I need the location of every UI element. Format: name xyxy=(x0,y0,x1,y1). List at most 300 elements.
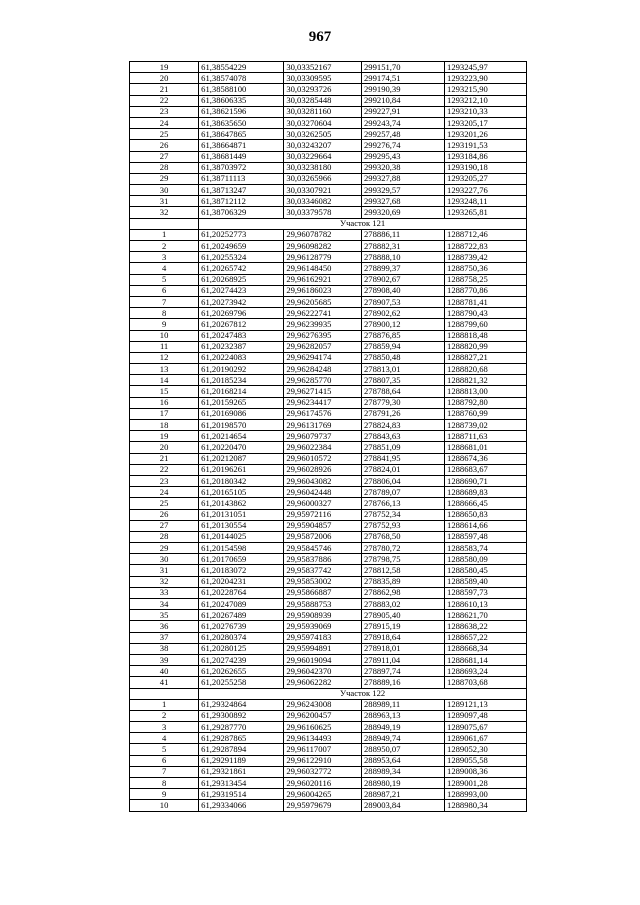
latitude-cell: 61,20280374 xyxy=(199,632,284,643)
coord-y-cell: 1288650,83 xyxy=(445,509,527,520)
longitude-cell: 30,03293726 xyxy=(284,84,362,95)
longitude-cell: 30,03229664 xyxy=(284,151,362,162)
latitude-cell: 61,20255324 xyxy=(199,252,284,263)
point-number-cell: 3 xyxy=(130,252,199,263)
coord-x-cell: 278835,89 xyxy=(362,576,445,587)
point-number-cell: 7 xyxy=(130,296,199,307)
table-row xyxy=(130,498,527,509)
coord-x-cell: 278911,04 xyxy=(362,654,445,665)
coord-x-cell: 278905,40 xyxy=(362,610,445,621)
latitude-cell: 61,20170659 xyxy=(199,554,284,565)
table-row xyxy=(130,375,527,386)
longitude-cell: 29,96186023 xyxy=(284,285,362,296)
coord-x-cell: 299327,88 xyxy=(362,173,445,184)
coord-x-cell: 278768,50 xyxy=(362,531,445,542)
latitude-cell: 61,20154598 xyxy=(199,543,284,554)
point-number-cell: 29 xyxy=(130,173,199,184)
point-number-cell: 24 xyxy=(130,117,199,128)
latitude-cell: 61,38606335 xyxy=(199,95,284,106)
point-number-cell: 3 xyxy=(130,722,199,733)
table-row xyxy=(130,129,527,140)
coord-x-cell: 288950,07 xyxy=(362,744,445,755)
table-row xyxy=(130,420,527,431)
point-number-cell: 19 xyxy=(130,62,199,73)
latitude-cell: 61,20247483 xyxy=(199,330,284,341)
point-number-cell: 20 xyxy=(130,442,199,453)
table-row xyxy=(130,643,527,654)
point-number-cell: 20 xyxy=(130,73,199,84)
latitude-cell: 61,38574078 xyxy=(199,73,284,84)
coord-y-cell: 1288821,32 xyxy=(445,375,527,386)
point-number-cell: 27 xyxy=(130,151,199,162)
point-number-cell: 13 xyxy=(130,364,199,375)
longitude-cell: 29,96285770 xyxy=(284,375,362,386)
point-number-cell: 25 xyxy=(130,498,199,509)
longitude-cell: 29,96174576 xyxy=(284,408,362,419)
longitude-cell: 29,96222741 xyxy=(284,308,362,319)
table-row xyxy=(130,341,527,352)
coord-x-cell: 278908,40 xyxy=(362,285,445,296)
coord-y-cell: 1288820,68 xyxy=(445,364,527,375)
table-row xyxy=(130,722,527,733)
table-row xyxy=(130,431,527,442)
coord-x-cell: 278897,74 xyxy=(362,666,445,677)
longitude-cell: 29,96032772 xyxy=(284,766,362,777)
longitude-cell: 30,03270604 xyxy=(284,117,362,128)
coord-x-cell: 278850,48 xyxy=(362,352,445,363)
coord-y-cell: 1289121,13 xyxy=(445,699,527,710)
table-row xyxy=(130,610,527,621)
longitude-cell: 30,03309595 xyxy=(284,73,362,84)
longitude-cell: 29,95888753 xyxy=(284,599,362,610)
coord-y-cell: 1288739,02 xyxy=(445,420,527,431)
latitude-cell: 61,29334066 xyxy=(199,800,284,811)
coord-x-cell: 299295,43 xyxy=(362,151,445,162)
latitude-cell: 61,38635650 xyxy=(199,117,284,128)
coord-x-cell: 288980,19 xyxy=(362,778,445,789)
coord-x-cell: 278888,10 xyxy=(362,252,445,263)
table-row xyxy=(130,442,527,453)
point-number-cell: 26 xyxy=(130,509,199,520)
point-number-cell: 16 xyxy=(130,397,199,408)
longitude-cell: 29,96284248 xyxy=(284,364,362,375)
latitude-cell: 61,38647865 xyxy=(199,129,284,140)
coord-x-cell: 278779,30 xyxy=(362,397,445,408)
coord-y-cell: 1293223,90 xyxy=(445,73,527,84)
latitude-cell: 61,38703972 xyxy=(199,162,284,173)
point-number-cell: 8 xyxy=(130,778,199,789)
coord-y-cell: 1293248,11 xyxy=(445,196,527,207)
coord-y-cell: 1288799,60 xyxy=(445,319,527,330)
longitude-cell: 29,96294174 xyxy=(284,352,362,363)
longitude-cell: 29,95904857 xyxy=(284,520,362,531)
coord-y-cell: 1288597,73 xyxy=(445,587,527,598)
coord-y-cell: 1293215,90 xyxy=(445,84,527,95)
coord-y-cell: 1288580,09 xyxy=(445,554,527,565)
coord-x-cell: 278915,19 xyxy=(362,621,445,632)
latitude-cell: 61,29324864 xyxy=(199,699,284,710)
latitude-cell: 61,20273942 xyxy=(199,296,284,307)
longitude-cell: 29,95853002 xyxy=(284,576,362,587)
coord-y-cell: 1288610,13 xyxy=(445,599,527,610)
coord-y-cell: 1289008,36 xyxy=(445,766,527,777)
latitude-cell: 61,20268925 xyxy=(199,274,284,285)
coord-y-cell: 1288980,34 xyxy=(445,800,527,811)
table-row xyxy=(130,677,527,688)
latitude-cell: 61,20252773 xyxy=(199,229,284,240)
longitude-cell: 29,95972116 xyxy=(284,509,362,520)
point-number-cell: 8 xyxy=(130,308,199,319)
point-number-cell: 9 xyxy=(130,789,199,800)
table-row xyxy=(130,308,527,319)
point-number-cell: 33 xyxy=(130,587,199,598)
longitude-cell: 29,96200457 xyxy=(284,710,362,721)
latitude-cell: 61,20144025 xyxy=(199,531,284,542)
longitude-cell: 29,95974183 xyxy=(284,632,362,643)
coord-x-cell: 278812,58 xyxy=(362,565,445,576)
table-row xyxy=(130,196,527,207)
coord-y-cell: 1288668,34 xyxy=(445,643,527,654)
point-number-cell: 25 xyxy=(130,129,199,140)
coord-x-cell: 278789,07 xyxy=(362,487,445,498)
latitude-cell: 61,20269796 xyxy=(199,308,284,319)
longitude-cell: 29,95872006 xyxy=(284,531,362,542)
table-row xyxy=(130,475,527,486)
point-number-cell: 36 xyxy=(130,621,199,632)
latitude-cell: 61,20168214 xyxy=(199,386,284,397)
longitude-cell: 29,96062282 xyxy=(284,677,362,688)
coord-x-cell: 299210,84 xyxy=(362,95,445,106)
table-row xyxy=(130,599,527,610)
table-row xyxy=(130,285,527,296)
coord-x-cell: 289003,84 xyxy=(362,800,445,811)
point-number-cell: 2 xyxy=(130,710,199,721)
page-number: 967 xyxy=(308,29,332,45)
coord-y-cell: 1293227,76 xyxy=(445,185,527,196)
table-row xyxy=(130,666,527,677)
coord-y-cell: 1293210,33 xyxy=(445,106,527,117)
point-number-cell: 32 xyxy=(130,207,199,218)
latitude-cell: 61,38712112 xyxy=(199,196,284,207)
table-row xyxy=(130,531,527,542)
longitude-cell: 30,03285448 xyxy=(284,95,362,106)
longitude-cell: 29,96282057 xyxy=(284,341,362,352)
longitude-cell: 29,96019094 xyxy=(284,654,362,665)
latitude-cell: 61,20274239 xyxy=(199,654,284,665)
point-number-cell: 5 xyxy=(130,274,199,285)
longitude-cell: 29,95845746 xyxy=(284,543,362,554)
section-header-spacer xyxy=(130,218,199,229)
coord-y-cell: 1288792,80 xyxy=(445,397,527,408)
table-row xyxy=(130,330,527,341)
coord-x-cell: 299174,51 xyxy=(362,73,445,84)
coord-x-cell: 278813,01 xyxy=(362,364,445,375)
table-row xyxy=(130,755,527,766)
coord-y-cell: 1288711,63 xyxy=(445,431,527,442)
latitude-cell: 61,29287865 xyxy=(199,733,284,744)
coord-y-cell: 1288614,66 xyxy=(445,520,527,531)
table-row xyxy=(130,185,527,196)
latitude-cell: 61,20262655 xyxy=(199,666,284,677)
coord-x-cell: 278824,83 xyxy=(362,420,445,431)
point-number-cell: 38 xyxy=(130,643,199,654)
point-number-cell: 6 xyxy=(130,285,199,296)
coord-x-cell: 299320,38 xyxy=(362,162,445,173)
table-row xyxy=(130,565,527,576)
table-row xyxy=(130,397,527,408)
latitude-cell: 61,20276739 xyxy=(199,621,284,632)
table-row xyxy=(130,733,527,744)
longitude-cell: 29,96271415 xyxy=(284,386,362,397)
coord-x-cell: 299327,68 xyxy=(362,196,445,207)
section-title: Участок 121 xyxy=(199,218,527,229)
longitude-cell: 29,96042370 xyxy=(284,666,362,677)
coord-x-cell: 278841,95 xyxy=(362,453,445,464)
table-row xyxy=(130,151,527,162)
coord-y-cell: 1293245,97 xyxy=(445,62,527,73)
point-number-cell: 7 xyxy=(130,766,199,777)
coord-y-cell: 1289055,58 xyxy=(445,755,527,766)
table-row xyxy=(130,352,527,363)
point-number-cell: 1 xyxy=(130,229,199,240)
point-number-cell: 21 xyxy=(130,84,199,95)
coord-y-cell: 1288820,99 xyxy=(445,341,527,352)
latitude-cell: 61,20249659 xyxy=(199,241,284,252)
coord-x-cell: 278824,01 xyxy=(362,464,445,475)
latitude-cell: 61,29287770 xyxy=(199,722,284,733)
longitude-cell: 30,03238180 xyxy=(284,162,362,173)
coord-y-cell: 1293212,10 xyxy=(445,95,527,106)
coord-y-cell: 1293190,18 xyxy=(445,162,527,173)
coord-x-cell: 278902,62 xyxy=(362,308,445,319)
coord-x-cell: 288953,64 xyxy=(362,755,445,766)
point-number-cell: 1 xyxy=(130,699,199,710)
latitude-cell: 61,38664871 xyxy=(199,140,284,151)
coord-y-cell: 1288621,70 xyxy=(445,610,527,621)
point-number-cell: 30 xyxy=(130,554,199,565)
point-number-cell: 21 xyxy=(130,453,199,464)
table-row xyxy=(130,140,527,151)
table-row xyxy=(130,106,527,117)
table-row xyxy=(130,229,527,240)
latitude-cell: 61,20255258 xyxy=(199,677,284,688)
latitude-cell: 61,20212087 xyxy=(199,453,284,464)
longitude-cell: 29,96276395 xyxy=(284,330,362,341)
coord-y-cell: 1288739,42 xyxy=(445,252,527,263)
coord-x-cell: 278918,01 xyxy=(362,643,445,654)
table-row xyxy=(130,632,527,643)
table-row xyxy=(130,117,527,128)
latitude-cell: 61,20214654 xyxy=(199,431,284,442)
point-number-cell: 24 xyxy=(130,487,199,498)
section-header-spacer xyxy=(130,688,199,699)
table-row xyxy=(130,487,527,498)
latitude-cell: 61,20130554 xyxy=(199,520,284,531)
longitude-cell: 29,95979679 xyxy=(284,800,362,811)
point-number-cell: 11 xyxy=(130,341,199,352)
coord-y-cell: 1288638,22 xyxy=(445,621,527,632)
table-row xyxy=(130,554,527,565)
coord-x-cell: 278859,94 xyxy=(362,341,445,352)
coord-y-cell: 1293201,26 xyxy=(445,129,527,140)
section-header-row xyxy=(130,218,527,229)
latitude-cell: 61,20247089 xyxy=(199,599,284,610)
coord-x-cell: 288949,19 xyxy=(362,722,445,733)
coord-y-cell: 1288750,36 xyxy=(445,263,527,274)
point-number-cell: 4 xyxy=(130,733,199,744)
coord-x-cell: 278791,26 xyxy=(362,408,445,419)
point-number-cell: 15 xyxy=(130,386,199,397)
table-row xyxy=(130,62,527,73)
point-number-cell: 29 xyxy=(130,543,199,554)
coord-x-cell: 299227,91 xyxy=(362,106,445,117)
table-row xyxy=(130,654,527,665)
longitude-cell: 29,95837886 xyxy=(284,554,362,565)
point-number-cell: 26 xyxy=(130,140,199,151)
longitude-cell: 29,96205685 xyxy=(284,296,362,307)
longitude-cell: 29,96078782 xyxy=(284,229,362,240)
longitude-cell: 30,03379578 xyxy=(284,207,362,218)
longitude-cell: 29,96098282 xyxy=(284,241,362,252)
table-row xyxy=(130,576,527,587)
coord-y-cell: 1289001,28 xyxy=(445,778,527,789)
longitude-cell: 29,96134493 xyxy=(284,733,362,744)
coord-y-cell: 1288666,45 xyxy=(445,498,527,509)
latitude-cell: 61,29313454 xyxy=(199,778,284,789)
coord-y-cell: 1288758,25 xyxy=(445,274,527,285)
table-row xyxy=(130,386,527,397)
coord-y-cell: 1288674,36 xyxy=(445,453,527,464)
latitude-cell: 61,29300892 xyxy=(199,710,284,721)
table-row xyxy=(130,587,527,598)
latitude-cell: 61,20224083 xyxy=(199,352,284,363)
latitude-cell: 61,38621596 xyxy=(199,106,284,117)
latitude-cell: 61,38711113 xyxy=(199,173,284,184)
point-number-cell: 28 xyxy=(130,162,199,173)
coord-x-cell: 288989,34 xyxy=(362,766,445,777)
latitude-cell: 61,20267489 xyxy=(199,610,284,621)
longitude-cell: 29,96160625 xyxy=(284,722,362,733)
table-row xyxy=(130,699,527,710)
longitude-cell: 29,96079737 xyxy=(284,431,362,442)
latitude-cell: 61,20198570 xyxy=(199,420,284,431)
point-number-cell: 31 xyxy=(130,565,199,576)
point-number-cell: 39 xyxy=(130,654,199,665)
longitude-cell: 29,96020116 xyxy=(284,778,362,789)
table-row xyxy=(130,263,527,274)
coord-x-cell: 278788,64 xyxy=(362,386,445,397)
table-row xyxy=(130,319,527,330)
table-row xyxy=(130,84,527,95)
longitude-cell: 29,96022384 xyxy=(284,442,362,453)
coordinates-table-body xyxy=(130,62,527,812)
longitude-cell: 30,03243207 xyxy=(284,140,362,151)
coord-y-cell: 1289052,30 xyxy=(445,744,527,755)
table-row xyxy=(130,162,527,173)
coord-x-cell: 278766,13 xyxy=(362,498,445,509)
coord-y-cell: 1289075,67 xyxy=(445,722,527,733)
longitude-cell: 29,96043082 xyxy=(284,475,362,486)
table-row xyxy=(130,621,527,632)
table-row xyxy=(130,766,527,777)
point-number-cell: 6 xyxy=(130,755,199,766)
latitude-cell: 61,20220470 xyxy=(199,442,284,453)
longitude-cell: 29,95939069 xyxy=(284,621,362,632)
latitude-cell: 61,38588100 xyxy=(199,84,284,95)
coordinates-table xyxy=(129,61,527,812)
point-number-cell: 19 xyxy=(130,431,199,442)
point-number-cell: 34 xyxy=(130,599,199,610)
longitude-cell: 29,95908939 xyxy=(284,610,362,621)
point-number-cell: 23 xyxy=(130,475,199,486)
coord-x-cell: 278886,11 xyxy=(362,229,445,240)
table-row xyxy=(130,710,527,721)
point-number-cell: 22 xyxy=(130,464,199,475)
latitude-cell: 61,20265742 xyxy=(199,263,284,274)
longitude-cell: 29,96239935 xyxy=(284,319,362,330)
table-row xyxy=(130,453,527,464)
coord-x-cell: 278882,31 xyxy=(362,241,445,252)
coord-y-cell: 1289061,67 xyxy=(445,733,527,744)
latitude-cell: 61,20232387 xyxy=(199,341,284,352)
table-row xyxy=(130,744,527,755)
table-row xyxy=(130,520,527,531)
coord-y-cell: 1288683,67 xyxy=(445,464,527,475)
latitude-cell: 61,20196261 xyxy=(199,464,284,475)
coord-x-cell: 278900,12 xyxy=(362,319,445,330)
coord-y-cell: 1288827,21 xyxy=(445,352,527,363)
table-row xyxy=(130,274,527,285)
longitude-cell: 29,96004265 xyxy=(284,789,362,800)
coord-y-cell: 1288781,41 xyxy=(445,296,527,307)
point-number-cell: 37 xyxy=(130,632,199,643)
point-number-cell: 23 xyxy=(130,106,199,117)
point-number-cell: 10 xyxy=(130,330,199,341)
latitude-cell: 61,20180342 xyxy=(199,475,284,486)
coord-x-cell: 299243,74 xyxy=(362,117,445,128)
point-number-cell: 18 xyxy=(130,420,199,431)
coord-y-cell: 1288589,40 xyxy=(445,576,527,587)
longitude-cell: 30,03265966 xyxy=(284,173,362,184)
coord-x-cell: 278752,93 xyxy=(362,520,445,531)
point-number-cell: 31 xyxy=(130,196,199,207)
point-number-cell: 40 xyxy=(130,666,199,677)
longitude-cell: 29,96162921 xyxy=(284,274,362,285)
latitude-cell: 61,38706329 xyxy=(199,207,284,218)
point-number-cell: 10 xyxy=(130,800,199,811)
latitude-cell: 61,20228764 xyxy=(199,587,284,598)
coord-x-cell: 278780,72 xyxy=(362,543,445,554)
section-header-row xyxy=(130,688,527,699)
coord-x-cell: 299276,74 xyxy=(362,140,445,151)
latitude-cell: 61,20280125 xyxy=(199,643,284,654)
longitude-cell: 29,96234417 xyxy=(284,397,362,408)
section-title: Участок 122 xyxy=(199,688,527,699)
table-row xyxy=(130,252,527,263)
coord-y-cell: 1288760,99 xyxy=(445,408,527,419)
coord-y-cell: 1288583,74 xyxy=(445,543,527,554)
coord-y-cell: 1288712,46 xyxy=(445,229,527,240)
coord-x-cell: 278798,75 xyxy=(362,554,445,565)
coord-x-cell: 278862,98 xyxy=(362,587,445,598)
coord-x-cell: 288987,21 xyxy=(362,789,445,800)
point-number-cell: 5 xyxy=(130,744,199,755)
table-row xyxy=(130,173,527,184)
latitude-cell: 61,20165105 xyxy=(199,487,284,498)
coord-x-cell: 299151,70 xyxy=(362,62,445,73)
table-row xyxy=(130,543,527,554)
coord-y-cell: 1288813,00 xyxy=(445,386,527,397)
